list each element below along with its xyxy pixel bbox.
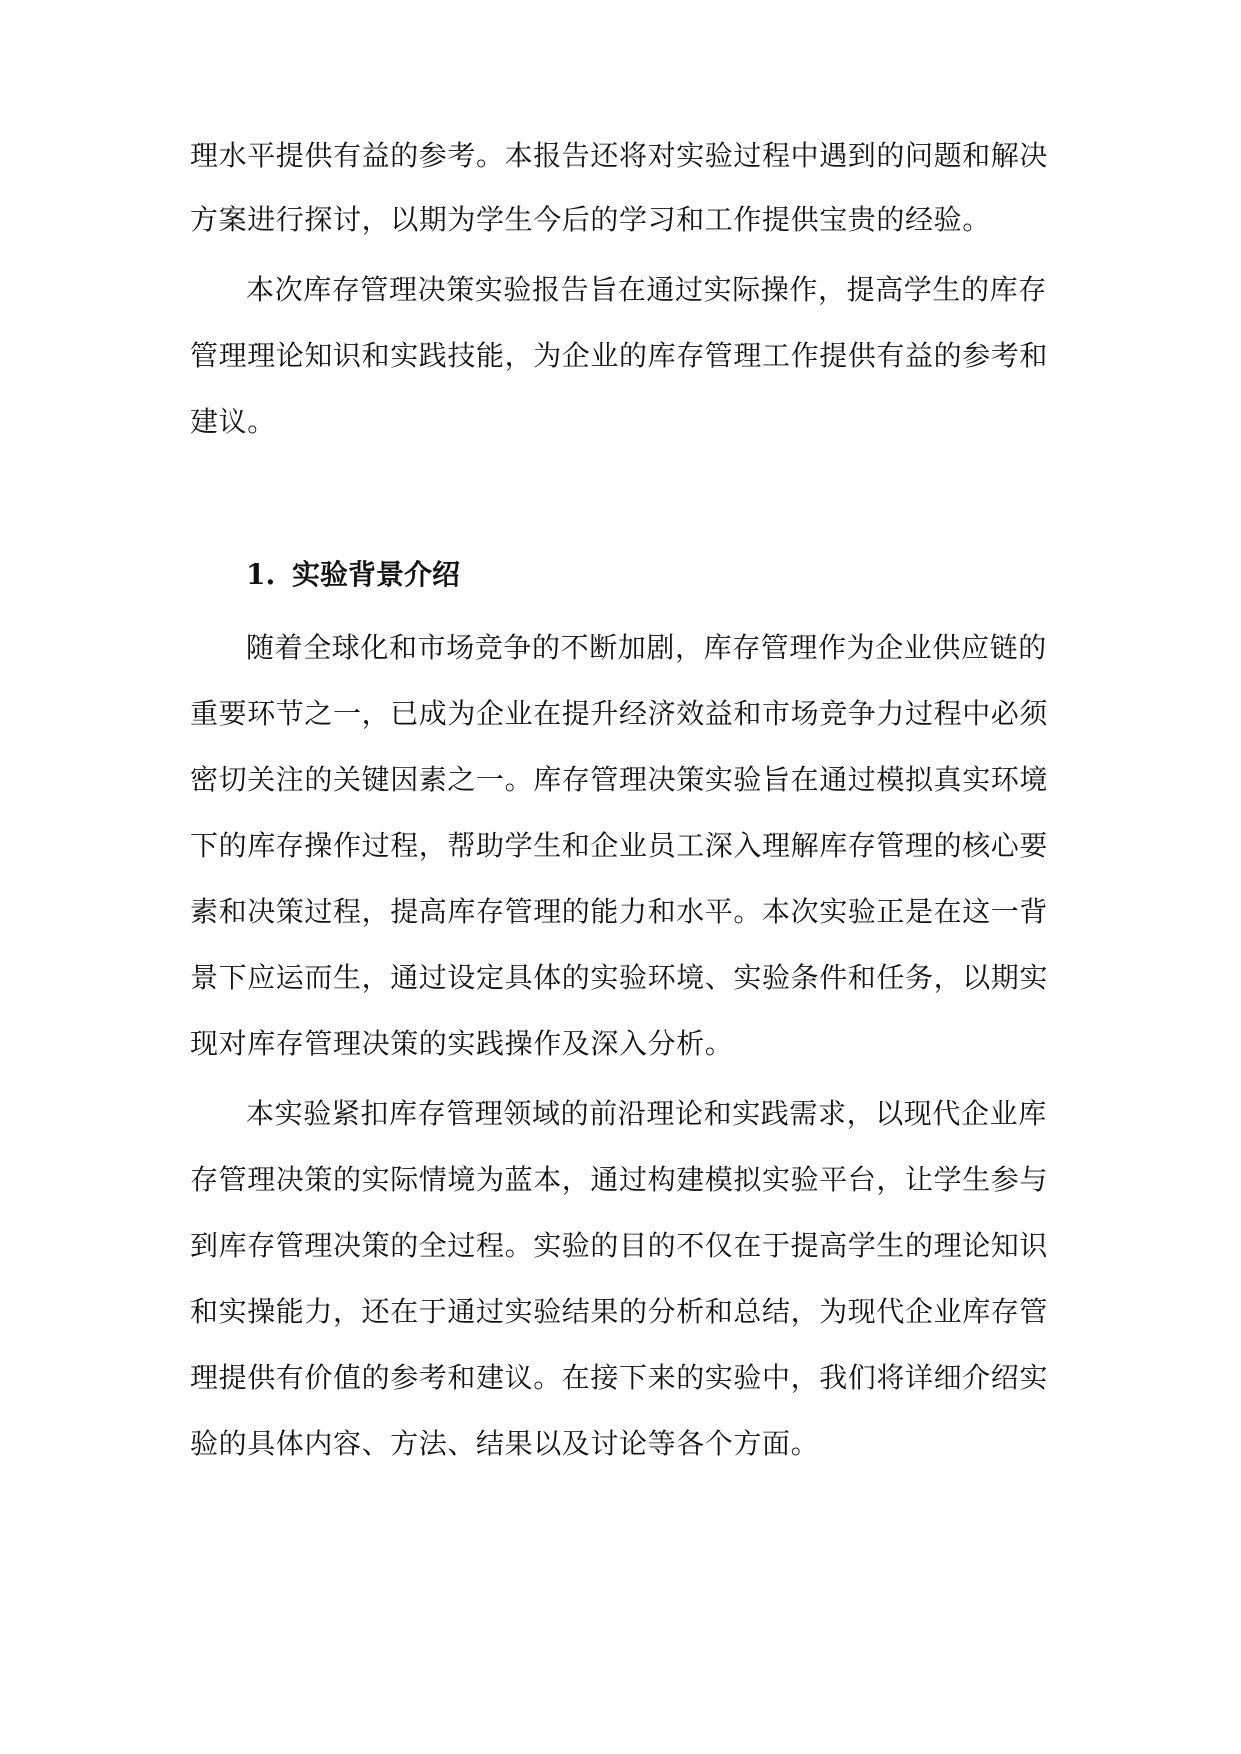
paragraph-line: 现对库存管理决策的实践操作及深入分析。 bbox=[190, 1027, 734, 1060]
paragraph-line: 重要环节之一，已成为企业在提升经济效益和市场竞争力过程中必须 bbox=[190, 697, 1049, 730]
paragraph-line: 到库存管理决策的全过程。实验的目的不仅在于提高学生的理论知识 bbox=[190, 1229, 1049, 1262]
section-heading bbox=[246, 555, 460, 595]
paragraph-line: 方案进行探讨，以期为学生今后的学习和工作提供宝贵的经验。 bbox=[190, 203, 991, 236]
paragraph-line: 本实验紧扣库存管理领域的前沿理论和实践需求，以现代企业库 bbox=[246, 1097, 1047, 1130]
paragraph-line: 理提供有价值的参考和建议。在接下来的实验中，我们将详细介绍实 bbox=[190, 1361, 1049, 1394]
paragraph-line: 管理理论知识和实践技能，为企业的库存管理工作提供有益的参考和 bbox=[190, 339, 1049, 372]
paragraph-line: 下的库存操作过程，帮助学生和企业员工深入理解库存管理的核心要 bbox=[190, 829, 1049, 862]
paragraph-line: 建议。 bbox=[190, 405, 276, 438]
paragraph-line: 随着全球化和市场竞争的不断加剧，库存管理作为企业供应链的 bbox=[246, 631, 1047, 664]
paragraph-line: 存管理决策的实际情境为蓝本，通过构建模拟实验平台，让学生参与 bbox=[190, 1163, 1049, 1196]
paragraph-line: 验的具体内容、方法、结果以及讨论等各个方面。 bbox=[190, 1427, 820, 1460]
paragraph-line: 密切关注的关键因素之一。库存管理决策实验旨在通过模拟真实环境 bbox=[190, 763, 1049, 796]
paragraph-line: 和实操能力，还在于通过实验结果的分析和总结，为现代企业库存管 bbox=[190, 1295, 1049, 1328]
paragraph-line: 素和决策过程，提高库存管理的能力和水平。本次实验正是在这一背 bbox=[190, 895, 1049, 928]
section-number: 1. bbox=[246, 558, 276, 591]
paragraph-line: 本次库存管理决策实验报告旨在通过实际操作，提高学生的库存 bbox=[246, 273, 1047, 306]
paragraph-line: 理水平提供有益的参考。本报告还将对实验过程中遇到的问题和解决 bbox=[190, 139, 1049, 172]
section-title: 实验背景介绍 bbox=[292, 558, 461, 591]
paragraph-line: 景下应运而生，通过设定具体的实验环境、实验条件和任务，以期实 bbox=[190, 961, 1049, 994]
